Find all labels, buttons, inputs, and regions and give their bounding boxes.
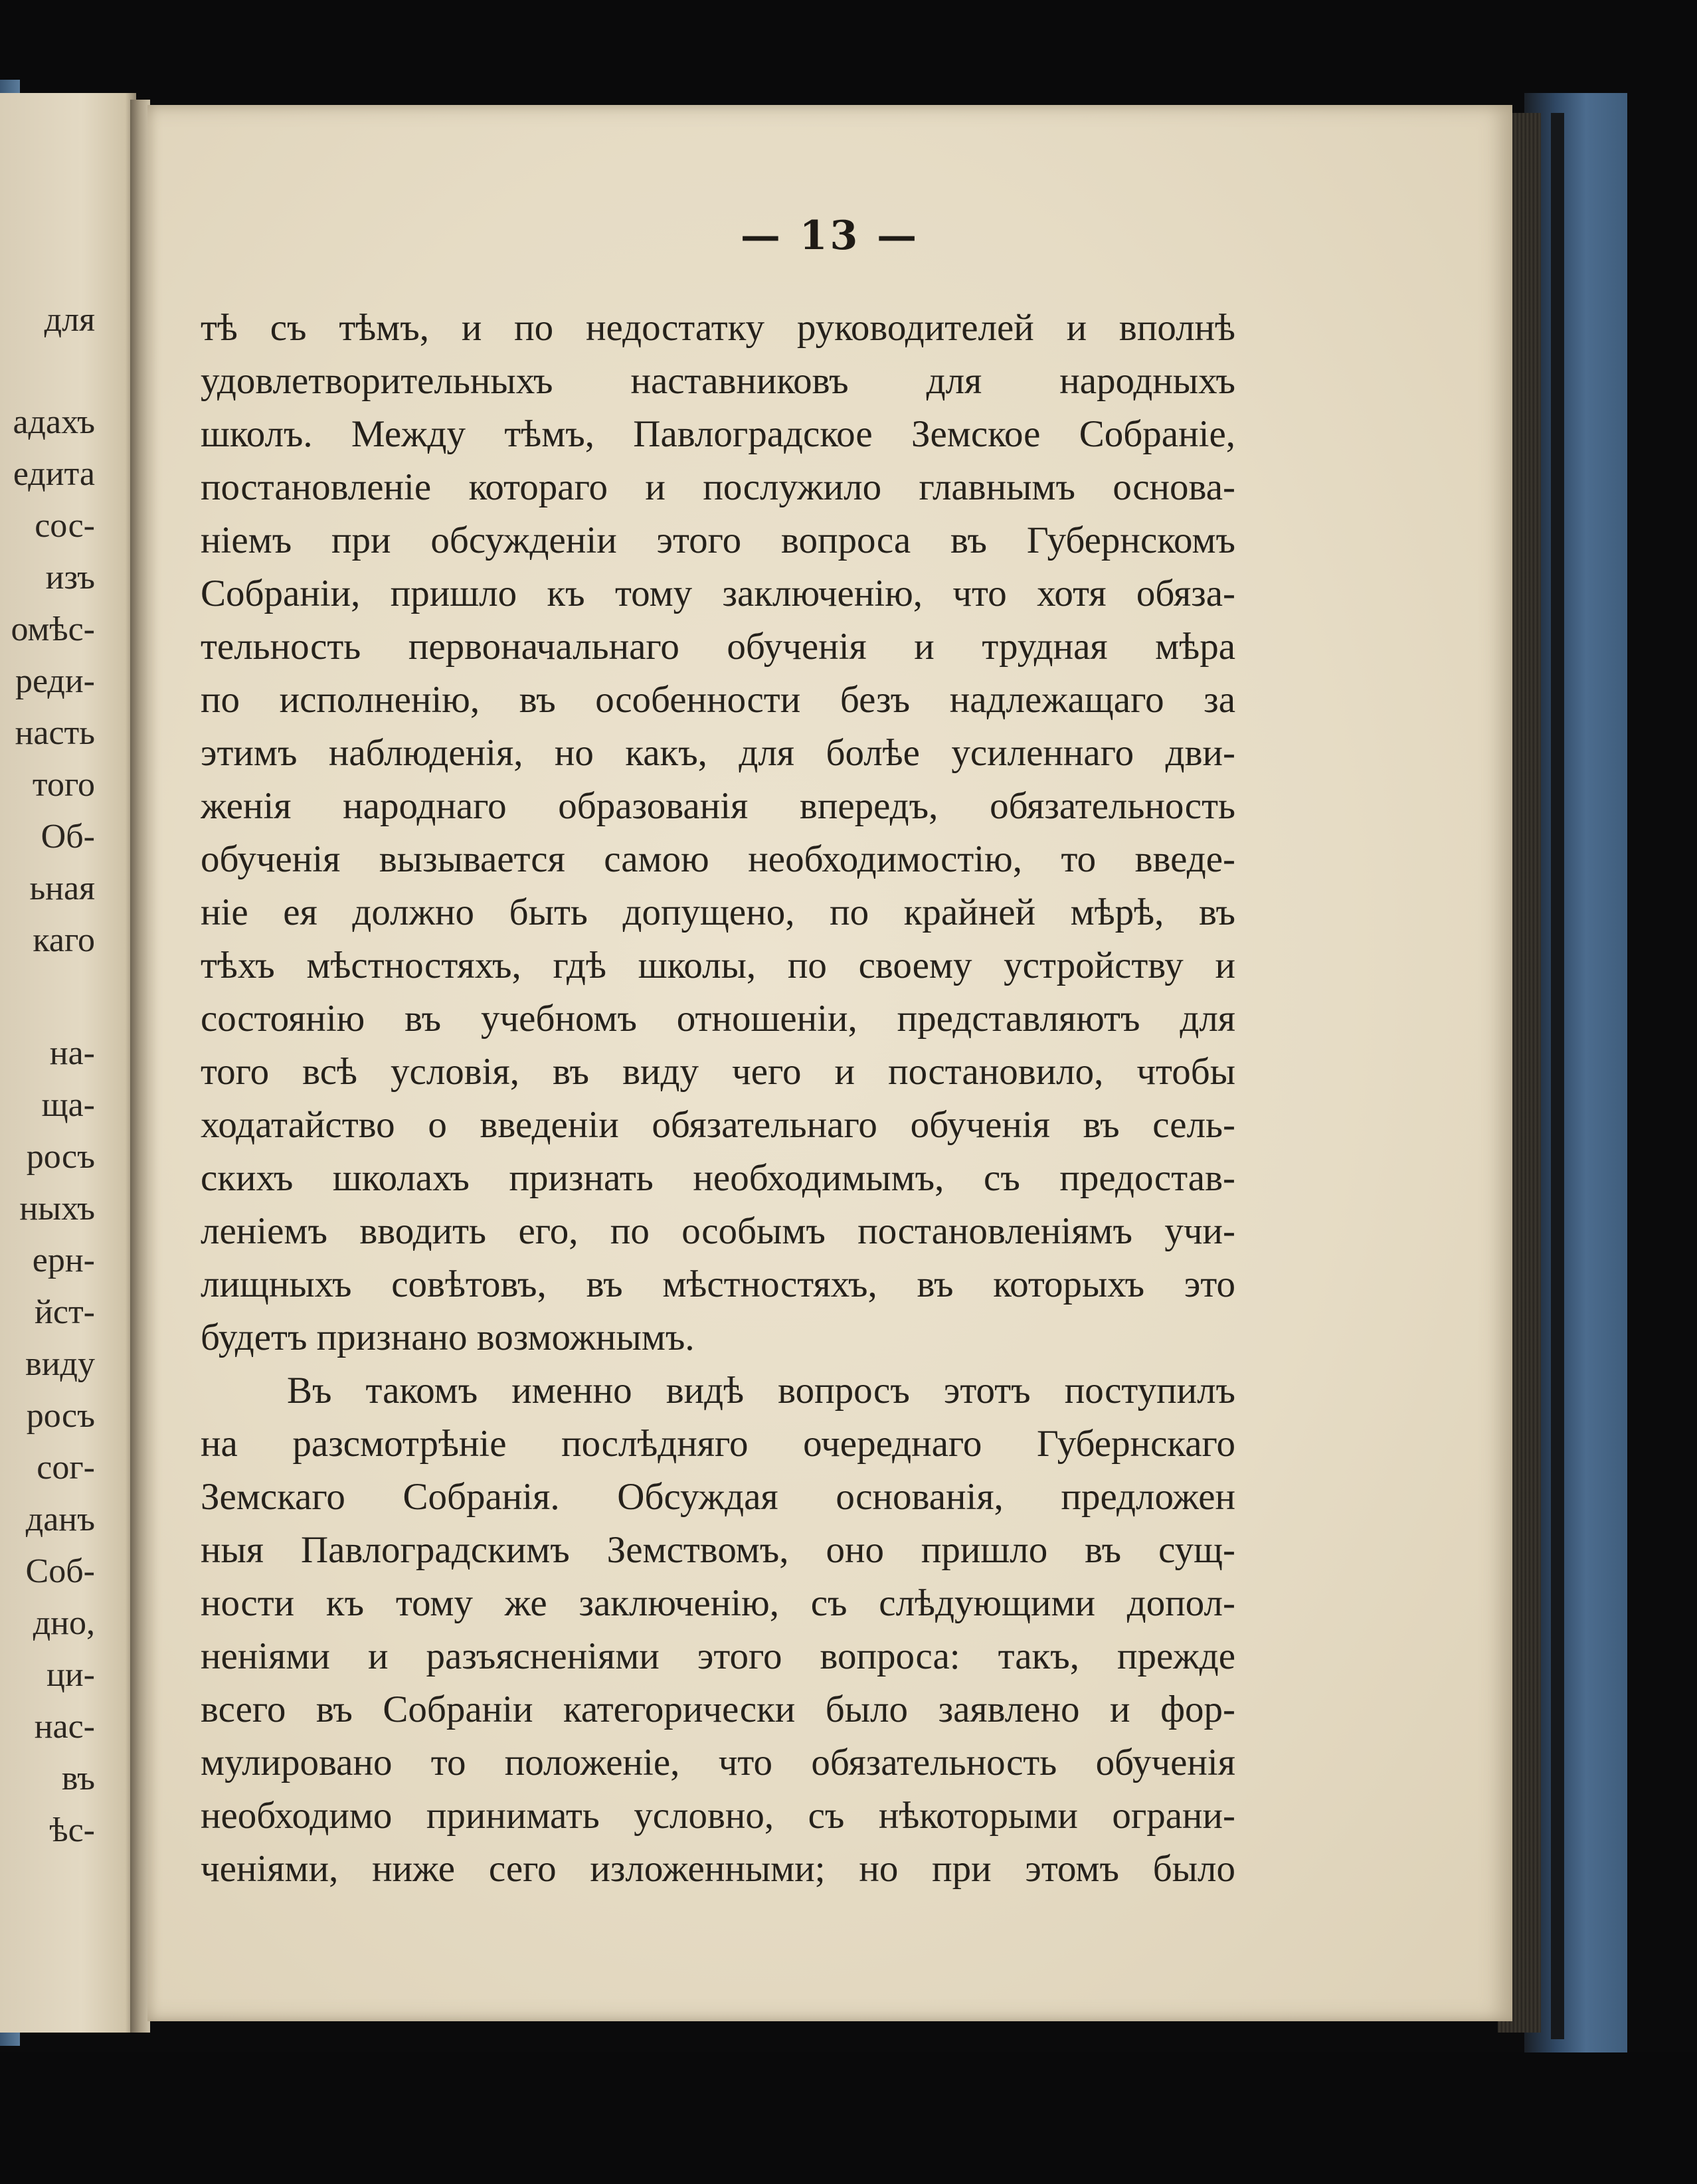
scan-background-bottom (0, 2052, 1697, 2184)
text-line: ніемъ при обсужденіи этого вопроса въ Губернскомъ (201, 519, 1235, 561)
text-line: по исполненію, въ особенности безъ надлежащаго за (201, 679, 1235, 721)
left-page-line: ныхъ (19, 1190, 95, 1228)
left-page-line: адахъ (13, 403, 95, 441)
text-line: этимъ наблюденія, но какъ, для болѣе усиленнаго дви- (201, 732, 1235, 774)
left-page-line: реди- (15, 662, 95, 700)
cover-edge (1551, 113, 1564, 2039)
text-line: ченіями, ниже сего изложенными; но при этомъ было (201, 1848, 1235, 1890)
text-line: Земскаго Собранія. Обсуждая основанія, предложен (201, 1476, 1235, 1518)
previous-page-edge (0, 93, 136, 2033)
text-line: всего въ Собраніи категорически было заявлено и фор- (201, 1688, 1235, 1730)
text-line: Въ такомъ именно видѣ вопросъ этотъ поступилъ (287, 1370, 1235, 1411)
left-page-line: ѣс- (49, 1811, 95, 1849)
left-page-line: на- (49, 1034, 95, 1072)
text-line: будетъ признано возможнымъ. (201, 1317, 695, 1358)
text-line: скихъ школахъ признать необходимымъ, съ предостав- (201, 1157, 1235, 1199)
text-line: ности къ тому же заключенію, съ слѣдующими допол- (201, 1582, 1235, 1624)
text-line: обученія вызывается самою необходимостію, то введе- (201, 838, 1235, 880)
text-line: тельность первоначальнаго обученія и трудная мѣра (201, 626, 1235, 668)
scan-background-top (0, 0, 1697, 100)
text-line: тѣхъ мѣстностяхъ, гдѣ школы, по своему устройству и (201, 945, 1235, 986)
left-page-line: омѣс- (11, 610, 95, 648)
left-page-line: того (32, 766, 95, 804)
text-line: мулировано то положеніе, что обязательность обученія (201, 1742, 1235, 1783)
left-page-line: въ (61, 1760, 95, 1797)
text-line: постановленіе котораго и послужило главнымъ основа- (201, 466, 1235, 508)
book-page (147, 105, 1512, 2021)
left-page-line: ци- (46, 1656, 95, 1694)
text-line: леніемъ вводить его, по особымъ постановленіямъ учи- (201, 1210, 1235, 1252)
left-page-line: росъ (26, 1138, 95, 1176)
text-line: необходимо принимать условно, съ нѣкоторыми ограни- (201, 1795, 1235, 1837)
text-line: женія народнаго образованія впередъ, обязательность (201, 785, 1235, 827)
text-line: лищныхъ совѣтовъ, въ мѣстностяхъ, въ которыхъ это (201, 1263, 1235, 1305)
left-page-line: для (44, 301, 95, 339)
text-line: неніями и разъясненіями этого вопроса: такъ, прежде (201, 1635, 1235, 1677)
left-page-line: нас- (34, 1708, 95, 1746)
left-page-line: данъ (25, 1501, 95, 1538)
body-text (201, 302, 1235, 1896)
text-line: удовлетворительныхъ наставниковъ для народныхъ (201, 360, 1235, 402)
text-line: на разсмотрѣніе послѣдняго очереднаго Губернскаго (201, 1423, 1235, 1465)
left-page-line: изъ (45, 559, 95, 596)
text-line: Собраніи, пришло къ тому заключенію, что хотя обяза- (201, 573, 1235, 614)
left-page-line: ерн- (32, 1241, 95, 1279)
left-page-line: Об- (41, 818, 95, 856)
left-page-line: сог- (37, 1449, 95, 1487)
left-page-line: виду (25, 1345, 95, 1383)
text-line: тѣ съ тѣмъ, и по недостатку руководителей и вполнѣ (201, 307, 1235, 349)
text-line: того всѣ условія, въ виду чего и постановило, чтобы (201, 1051, 1235, 1093)
left-page-line: дно, (33, 1604, 95, 1642)
left-page-line: ща- (41, 1086, 95, 1124)
left-page-line: ьная (29, 869, 95, 907)
left-page-line: йст- (35, 1293, 95, 1331)
left-page-line: Соб- (25, 1552, 95, 1590)
text-line: ходатайство о введеніи обязательнаго обученія въ сель- (201, 1104, 1235, 1146)
page-number: — 13 — (740, 213, 920, 259)
left-page-line: едита (13, 455, 95, 493)
text-line: ныя Павлоградскимъ Земствомъ, оно пришло въ сущ- (201, 1529, 1235, 1571)
text-line: школъ. Между тѣмъ, Павлоградское Земское Собраніе, (201, 413, 1235, 455)
text-line: ніе ея должно быть допущено, по крайней мѣрѣ, въ (201, 891, 1235, 933)
left-page-line: каго (33, 921, 95, 959)
left-page-line: насть (15, 714, 95, 752)
left-page-line: росъ (26, 1397, 95, 1435)
left-page-line: сос- (35, 507, 95, 545)
text-line: состоянію въ учебномъ отношеніи, представляютъ для (201, 998, 1235, 1040)
